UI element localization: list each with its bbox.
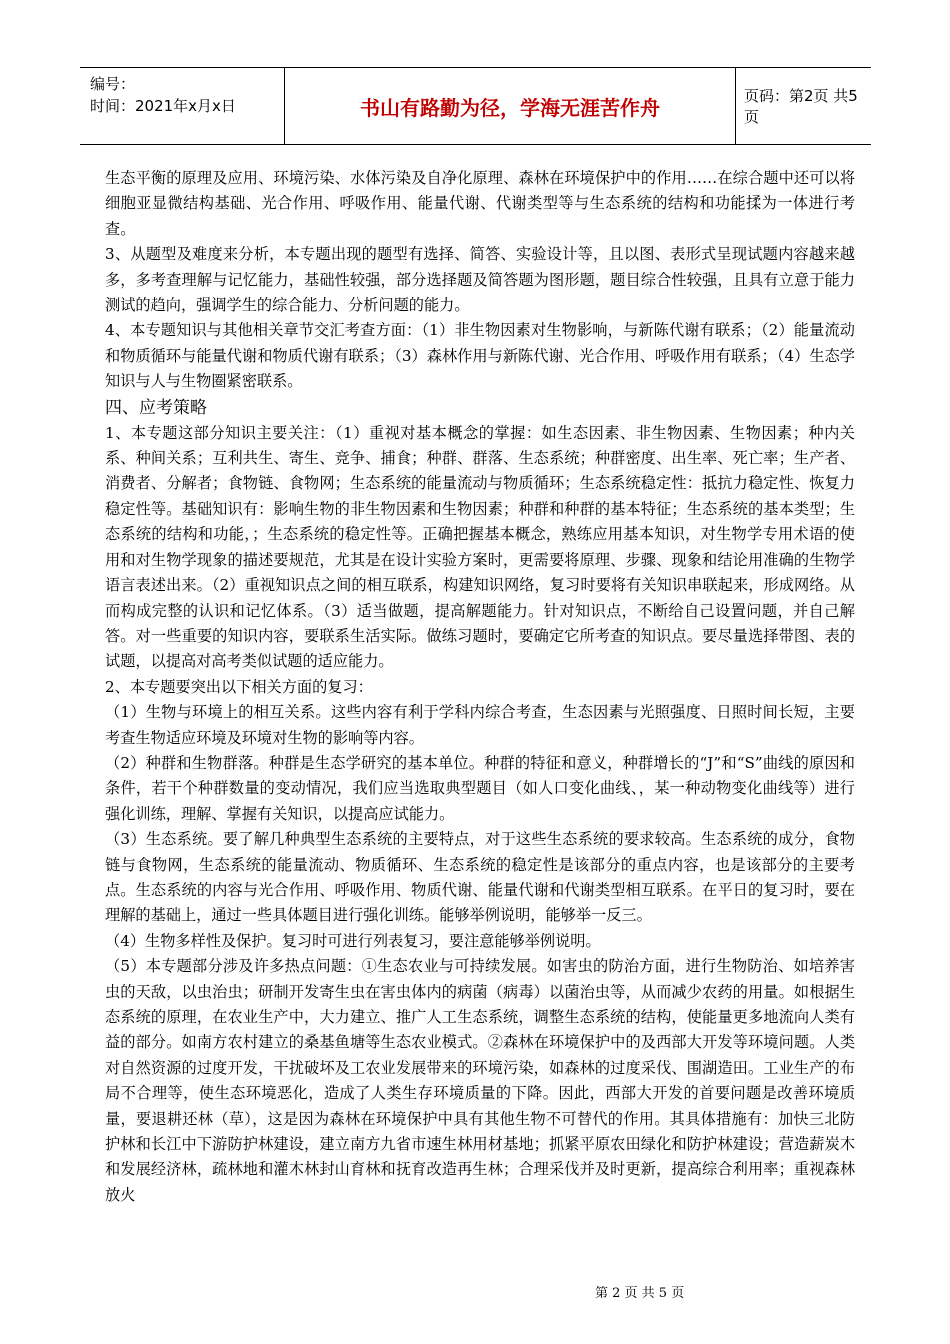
paragraph: （1）生物与环境上的相互关系。这些内容有利于学科内综合考查，生态因素与光照强度、日照时间长短，主要考查生物适应环境及环境对生物的影响等内容。 bbox=[105, 703, 855, 747]
paragraph: （5）本专题部分涉及许多热点问题：①生态农业与可持续发展。如害虫的防治方面，进行生物防治、如培养害虫的天敌，以虫治虫；研制开发寄生虫在害虫体内的病菌（病毒）以菌治虫等，从而减少农药的用量。如根据生态系统的原理，在农业生产中，大力建立、推广人工生态系统，调整生态系统的结构，使能量更多地流向人类有益的部分。如南方农村建立的桑基鱼塘等生态农业模式。②森林在环境保护中的及西部大开发等环境问题。人类对自然资源的过度开发，干扰破坏及工农业发展带来的环境污染，如森林的过度采伐、围湖造田。工业生产的布局不合理等，使生态环境恶化，造成了人类生存环境质量的下降。因此，西部大开发的首要问题是改善环境质量，要退耕还林（草），这是因为森林在环境保护中具有其他生物不可替代的作用。其具体措施有：加快三北防护林和长江中下游防护林建设，建立南方九省市速生林用材基地；抓紧平原农田绿化和防护林建设；营造薪炭木和发展经济林，疏林地和灌木林封山育林和抚育改造再生林；合理采伐并及时更新，提高综合利用率；重视森林放火 bbox=[105, 957, 855, 1204]
paragraph: 1、本专题这部分知识主要关注：（1）重视对基本概念的掌握：如生态因素、非生物因素、生物因素；种内关系、种间关系；互利共生、寄生、竞争、捕食；种群、群落、生态系统；种群密度、出生率、死亡率；生产者、消费者、分解者；食物链、食物网；生态系统的能量流动与物质循环；生态系统稳定性：抵抗力稳定性、恢复力稳定性等。基础知识有：影响生物的非生物因素和生物因素；种群和种群的基本特征；生态系统的基本类型；生态系统的结构和功能，；生态系统的稳定性等。正确把握基本概念，熟练应用基本知识，对生物学专用术语的使用和对生物学现象的描述要规范，尤其是在设计实验方案时，更需要将原理、步骤、现象和结论用准确的生物学语言表述出来。（2）重视知识点之间的相互联系，构建知识网络，复习时要将有关知识串联起来，形成网络。从而构成完整的认识和记忆体系。（3）适当做题，提高解题能力。针对知识点，不断给自己设置问题，并自己解答。对一些重要的知识内容，要联系生活实际。做练习题时，要确定它所考查的知识点。要尽量选择带图、表的试题，以提高对高考类似试题的适应能力。 bbox=[105, 423, 855, 671]
paragraph: （4）生物多样性及保护。复习时可进行列表复习，要注意能够举例说明。 bbox=[105, 931, 601, 950]
paragraph: 4、本专题知识与其他相关章节交汇考查方面：（1）非生物因素对生物影响，与新陈代谢有联系；（2）能量流动和物质循环与能量代谢和物质代谢有联系；（3）森林作用与新陈代谢、光合作用、呼吸作用有联系；（4）生态学知识与人与生物圈紧密联系。 bbox=[105, 321, 855, 391]
paragraph: （3）生态系统。要了解几种典型生态系统的主要特点，对于这些生态系统的要求较高。生态系统的成分，食物链与食物网，生态系统的能量流动、物质循环、生态系统的稳定性是该部分的重点内容，也是该部分的主要考点。生态系统的内容与光合作用、呼吸作用、物质代谢、能量代谢和代谢类型相互联系。在平日的复习时，要在理解的基础上，通过一些具体题目进行强化训练。能够举例说明，能够举一反三。 bbox=[105, 830, 855, 925]
document-number-label: 编号： bbox=[90, 75, 136, 93]
document-time-label: 时间：2021年x月x日 bbox=[90, 97, 236, 115]
paragraph: 生态平衡的原理及应用、环境污染、水体污染及自净化原理、森林在环境保护中的作用……在综合题中还可以将细胞亚显微结构基础、光合作用、呼吸作用、能量代谢、代谢类型等与生态系统的结构和功能揉为一体进行考查。 bbox=[105, 169, 855, 238]
header-page-number: 页码：第2页 共5页 bbox=[744, 87, 858, 126]
page-footer: 第 2 页 共 5 页 bbox=[595, 1286, 685, 1301]
document-body bbox=[105, 166, 855, 1208]
paragraph: （2）种群和生物群落。种群是生态学研究的基本单位。种群的特征和意义，种群增长的“J”和“S”曲线的原因和条件，若干个种群数量的变动情况，我们应当选取典型题目（如人口变化曲线、，某一种动物变化曲线等）进行强化训练，理解、掌握有关知识，以提高应试能力。 bbox=[105, 753, 855, 823]
header-meta bbox=[80, 68, 285, 144]
section-heading: 四、应考策略 bbox=[105, 397, 207, 418]
page-header bbox=[80, 67, 871, 145]
paragraph: 3、从题型及难度来分析，本专题出现的题型有选择、简答、实验设计等，且以图、表形式呈现试题内容越来越多，多考查理解与记忆能力，基础性较强，部分选择题及简答题为图形题，题目综合性较强，且具有立意于能力测试的趋向，强调学生的综合能力、分析问题的能力。 bbox=[105, 245, 855, 315]
header-motto: 书山有路勤为径，学海无涯苦作舟 bbox=[285, 68, 736, 144]
paragraph: 2、本专题要突出以下相关方面的复习： bbox=[105, 677, 373, 696]
